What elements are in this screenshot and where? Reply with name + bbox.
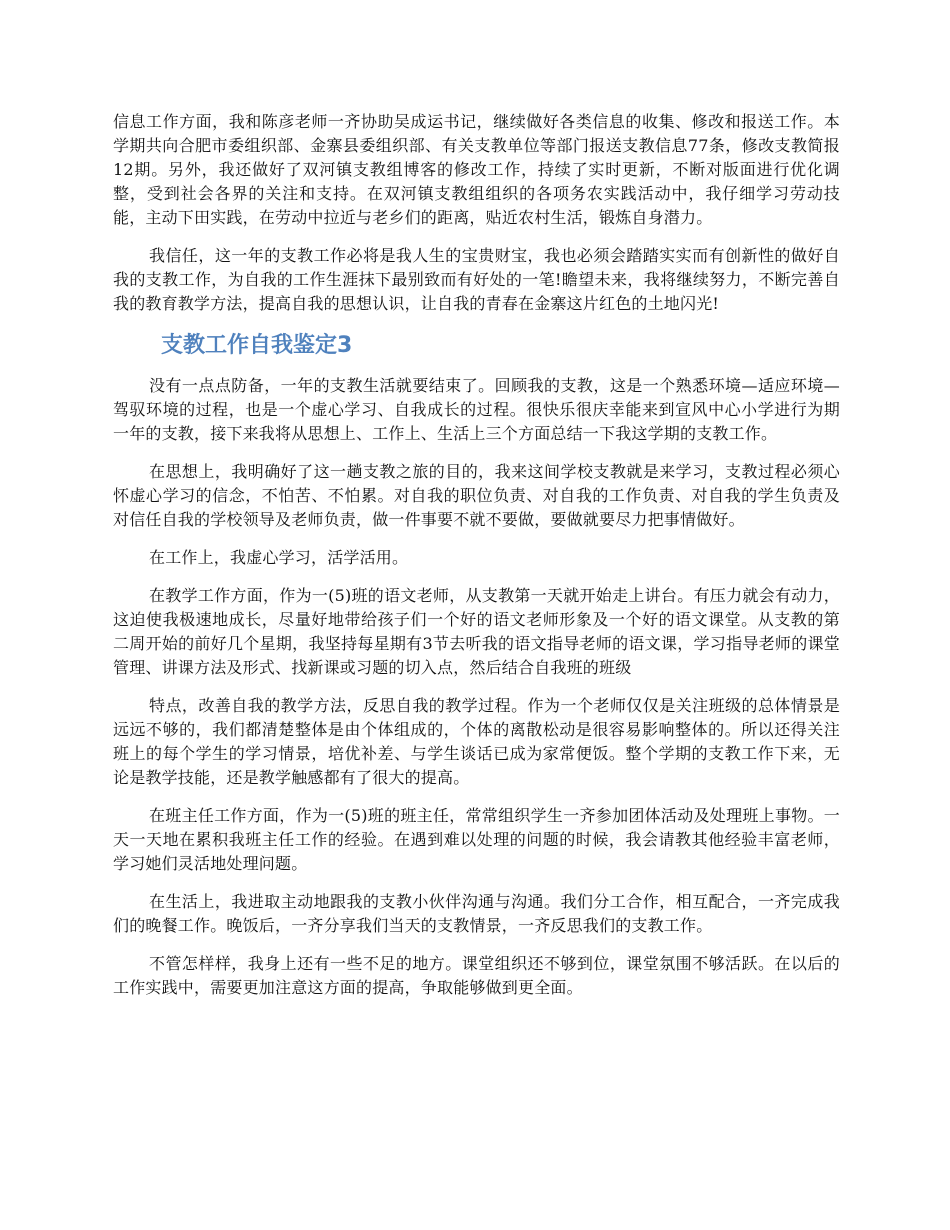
paragraph-info-work: 信息工作方面，我和陈彦老师一齐协助吴成运书记，继续做好各类信息的收集、修改和报送工作。本学期共向合肥市委组织部、金寨县委组织部、有关支教单位等部门报送支教信息77条，修改支教简报12期。另外，我还做好了双河镇支教组博客的修改工作，持续了实时更新，不断对版面进行优化调整，受到社会各界的关注和支持。在双河镇支教组组织的各项务农实践活动中，我仔细学习劳动技能，主动下田实践，在劳动中拉近与老乡们的距离，贴近农村生活，锻炼自身潜力。 [113,112,840,227]
paragraph-work-summary: 在工作上，我虚心学习，活学活用。 [149,548,409,567]
paragraph-head-teacher: 在班主任工作方面，作为一(5)班的班主任，常常组织学生一齐参加团体活动及处理班上事物。一天一天地在累积我班主任工作的经验。在遇到难以处理的问题的时候，我会请教其他经验丰富老师，学习她们灵活地处理问题。 [113,806,840,873]
paragraph-thought: 在思想上，我明确好了这一趟支教之旅的目的，我来这间学校支教就是来学习，支教过程必须心怀虚心学习的信念，不怕苦、不怕累。对自我的职位负责、对自我的工作负责、对自我的学生负责及对信任自我的学校领导及老师负责，做一件事要不就不要做，要做就要尽力把事情做好。 [113,462,840,529]
paragraph-teaching-reflection: 特点，改善自我的教学方法，反思自我的教学过程。作为一个老师仅仅是关注班级的总体情景是远远不够的，我们都清楚整体是由个体组成的，个体的离散松动是很容易影响整体的。所以还得关注班上的每个学生的学习情景，培优补差、与学生谈话已成为家常便饭。整个学期的支教工作下来，无论是教学技能，还是教学触感都有了很大的提高。 [113,696,840,787]
document-page [113,110,840,1014]
paragraph-outlook: 我信任，这一年的支教工作必将是我人生的宝贵财宝，我也必须会踏踏实实而有创新性的做好自我的支教工作，为自我的工作生涯抹下最别致而有好处的一笔!瞻望未来，我将继续努力，不断完善自我的教育教学方法，提高自我的思想认识，让自我的青春在金寨这片红色的土地闪光! [113,246,840,313]
paragraph-intro: 没有一点点防备，一年的支教生活就要结束了。回顾我的支教，这是一个熟悉环境—适应环境—驾驭环境的过程，也是一个虚心学习、自我成长的过程。很快乐很庆幸能来到宣风中心小学进行为期一年的支教，接下来我将从思想上、工作上、生活上三个方面总结一下我这学期的支教工作。 [113,376,840,443]
section-title: 支教工作自我鉴定3 [161,333,353,358]
paragraph-shortcomings: 不管怎样样，我身上还有一些不足的地方。课堂组织还不够到位，课堂氛围不够活跃。在以后的工作实践中，需要更加注意这方面的提高，争取能够做到更全面。 [113,954,840,997]
paragraph-teaching: 在教学工作方面，作为一(5)班的语文老师，从支教第一天就开始走上讲台。有压力就会有动力，这迫使我极速地成长，尽量好地带给孩子们一个好的语文老师形象及一个好的语文课堂。从支教的第二周开始的前好几个星期，我坚持每星期有3节去听我的语文指导老师的语文课，学习指导老师的课堂管理、讲课方法及形式、找新课或习题的切入点，然后结合自我班的班级 [113,586,840,677]
paragraph-life: 在生活上，我进取主动地跟我的支教小伙伴沟通与沟通。我们分工合作，相互配合，一齐完成我们的晚餐工作。晚饭后，一齐分享我们当天的支教情景，一齐反思我们的支教工作。 [113,892,840,935]
